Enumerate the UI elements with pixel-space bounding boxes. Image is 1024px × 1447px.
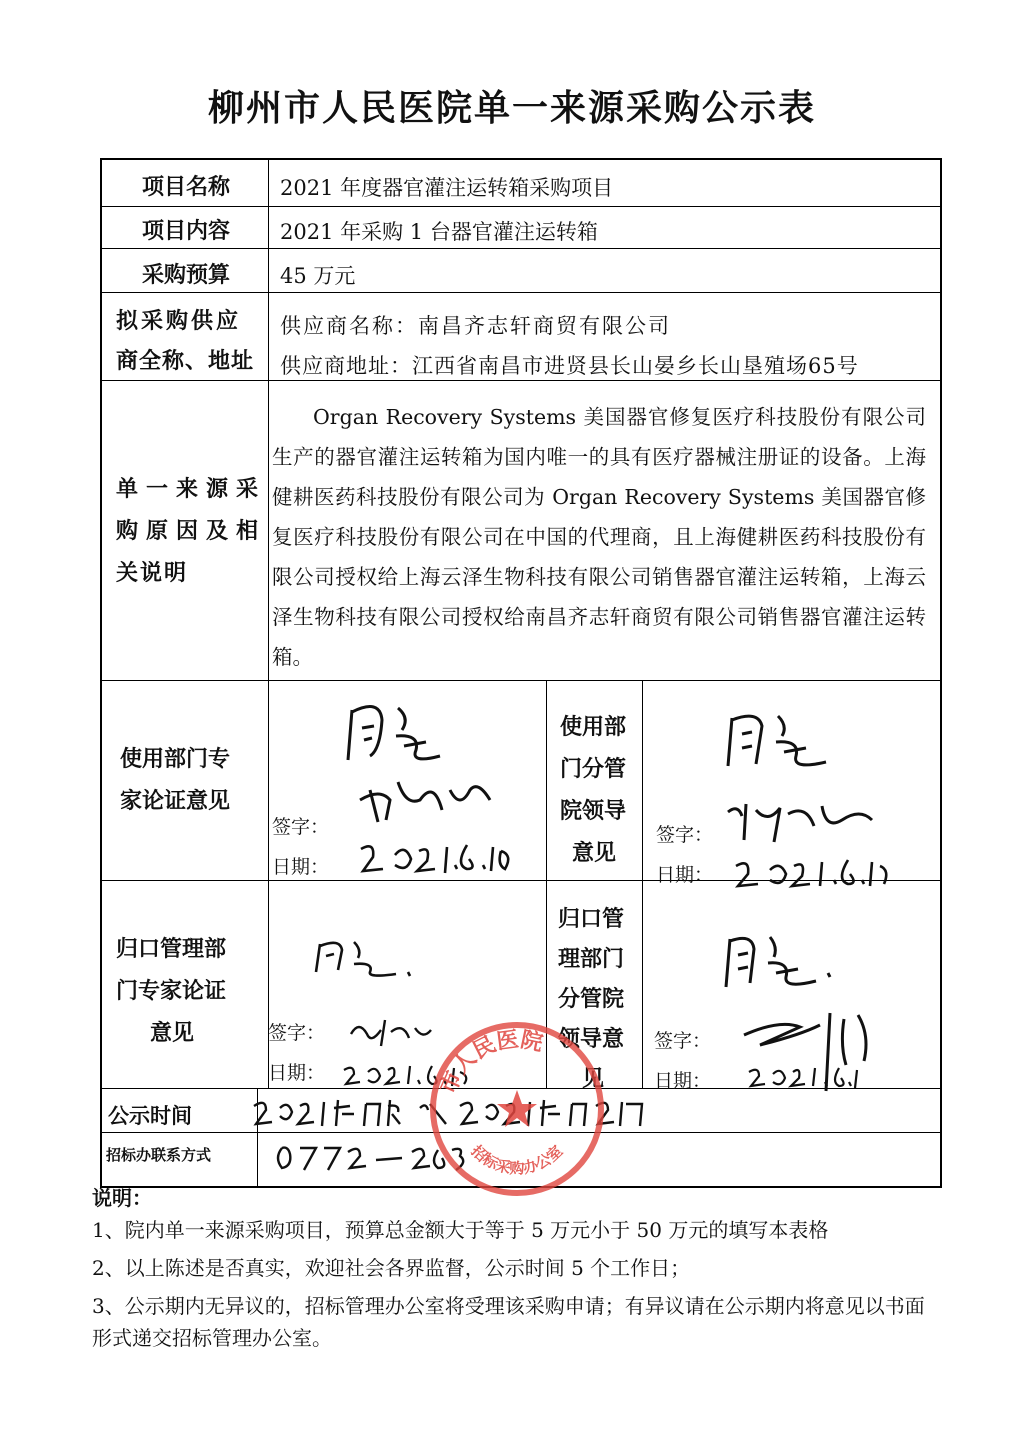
user-leader-label-line2: 门分管 <box>560 757 627 782</box>
reason-label-line2: 购原因及相 <box>116 519 267 544</box>
row-divider <box>102 380 940 381</box>
reason-label-line3: 关说明 <box>116 561 189 586</box>
user-dept-label-line2: 家论证意见 <box>120 789 231 814</box>
column-divider <box>268 160 269 1088</box>
mgmt-leader-date-handwriting <box>745 1062 860 1092</box>
svg-text:市人民医院 <box>436 1027 545 1098</box>
project-content-value: 2021 年采购 1 台器官灌注运转箱 <box>280 220 598 244</box>
row-divider <box>102 206 940 207</box>
mgmt-dept-date-label: 日期： <box>268 1062 326 1084</box>
user-leader-sign-label: 签字： <box>656 824 714 846</box>
user-leader-label-line4: 意见 <box>572 841 617 866</box>
user-leader-opinion-handwriting <box>722 700 852 780</box>
mgmt-dept-label-line3: 意见 <box>150 1021 195 1046</box>
user-dept-opinion-handwriting <box>340 690 480 780</box>
notes-heading: 说明： <box>92 1186 152 1210</box>
project-name-value: 2021 年度器官灌注运转箱采购项目 <box>280 176 614 200</box>
note-item-2: 2、以上陈述是否真实，欢迎社会各界监督，公示时间 5 个工作日； <box>92 1256 691 1280</box>
mgmt-leader-label-line4: 领导意 <box>558 1027 625 1052</box>
mgmt-leader-opinion-handwriting <box>720 925 850 995</box>
mgmt-leader-sign-label: 签字： <box>654 1030 712 1052</box>
project-name-label: 项目名称 <box>142 175 231 200</box>
budget-label: 采购预算 <box>142 263 231 288</box>
svg-text:招标采购办公室 <box>467 1141 566 1177</box>
row-divider <box>102 248 940 249</box>
user-dept-sign-label: 签字： <box>272 816 330 838</box>
note-item-3: 3、公示期内无异议的，招标管理办公室将受理该采购申请；有异议请在公示期内将意见以书面形式递交招标管理办公室。 <box>92 1294 925 1350</box>
row-divider <box>102 680 940 681</box>
user-dept-date-handwriting <box>355 835 515 880</box>
publicity-time-label: 公示时间 <box>108 1104 192 1128</box>
mgmt-dept-sign-label: 签字： <box>268 1022 326 1044</box>
supplier-label-line2: 商全称、地址 <box>116 349 255 374</box>
seal-bottom-arc-text: 招标采购办公室 <box>467 1141 567 1178</box>
user-leader-date-handwriting <box>730 852 890 892</box>
notes-section <box>92 1182 928 1354</box>
mgmt-opinion-handwriting <box>310 930 420 980</box>
user-leader-date-label: 日期： <box>656 864 714 886</box>
mgmt-leader-label-line1: 归口管 <box>558 907 625 932</box>
user-dept-date-label: 日期： <box>272 856 330 878</box>
supplier-name: 供应商名称：南昌齐志轩商贸有限公司 <box>280 314 671 338</box>
supplier-address: 供应商地址：江西省南昌市进贤县长山晏乡长山垦殖场65号 <box>280 354 859 378</box>
mgmt-leader-label-line5: 见 <box>582 1067 605 1092</box>
user-leader-signature <box>722 790 882 850</box>
project-content-label: 项目内容 <box>142 219 231 244</box>
note-item-1: 1、院内单一来源采购项目，预算总金额大于等于 5 万元小于 50 万元的填写本表格 <box>92 1218 829 1242</box>
seal-star-icon <box>497 1090 537 1127</box>
official-seal <box>428 1020 606 1198</box>
page-title: 柳州市人民医院单一来源采购公示表 <box>207 88 816 129</box>
reason-label-line1: 单一来源采 <box>116 477 267 502</box>
contact-label: 招标办联系方式 <box>106 1146 212 1164</box>
mgmt-signature <box>345 1010 435 1050</box>
mgmt-dept-label-line2: 门专家论证 <box>116 979 227 1004</box>
reason-text: Organ Recovery Systems 美国器官修复医疗科技股份有限公司生产的器官灌注运转箱为国内唯一的具有医疗器械注册证的设备。上海健耕医药科技股份有限公司为 Organ Recovery Systems 美国器官修复医疗科技股份有限公司在中国的代理商，且上海健耕医药科技股份有限公司授权给上海云泽生物科技有限公司销售器官灌注运转箱，上海云泽生物科技有限公司授权给南昌齐志轩商贸有限公司销售器官灌注运转箱。 <box>272 405 926 669</box>
user-leader-label-line3: 院领导 <box>560 799 627 824</box>
user-leader-label-line1: 使用部 <box>560 715 627 740</box>
mgmt-leader-date-label: 日期： <box>654 1070 712 1092</box>
mgmt-dept-label-line1: 归口管理部 <box>116 937 227 962</box>
supplier-label-line1: 拟采购供应 <box>116 309 242 334</box>
row-divider <box>102 292 940 293</box>
mgmt-leader-label-line2: 理部门 <box>558 947 625 972</box>
budget-value: 45 万元 <box>280 264 356 288</box>
user-dept-label-line1: 使用部门专 <box>120 747 231 772</box>
column-divider <box>642 680 643 1088</box>
seal-top-arc-text: 市人民医院 <box>435 1027 546 1098</box>
mgmt-leader-label-line3: 分管院 <box>558 987 625 1012</box>
user-dept-signature <box>350 770 500 830</box>
